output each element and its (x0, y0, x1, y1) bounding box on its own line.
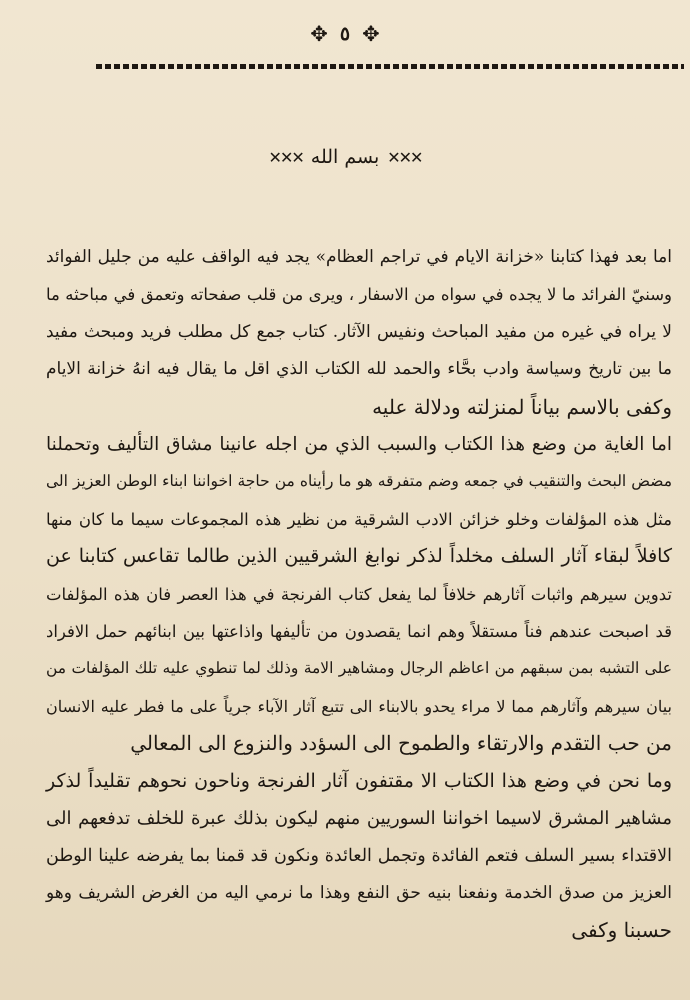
paragraph-3 (46, 763, 672, 950)
paragraph-1 (46, 239, 672, 426)
paragraph-line: وما نحن في وضع هذا الكتاب الا مقتفون آثار الفرنجة وناحون نحوهم تقليداً لذكر (46, 769, 672, 792)
basmala-ornament-left: ✕✕✕ (268, 147, 303, 167)
paragraph-line: اما بعد فهذا كتابنا «خزانة الايام في تراجم العظام» يجد فيه الواقف عليه من جليل الفوائد (46, 247, 672, 267)
page-header (0, 22, 690, 46)
paragraph-line: الاقتداء بسير السلف فتعم الفائدة وتجمل العائدة ونكون قد قمنا بما يفرضه علينا الوطن (46, 845, 672, 866)
paragraph-line: اما الغاية من وضع هذا الكتاب والسبب الذي من اجله عانينا مشاق التأليف وتحملنا (46, 434, 672, 456)
basmala-text: بسم الله (310, 146, 380, 168)
paragraph-line: العزيز من صدق الخدمة ونفعنا بنيه حق النفع وهذا ما نرمي اليه من الغرض الشريف وهو (46, 882, 672, 903)
paragraph-line: وكفى بالاسم بياناً لمنزلته ودلالة عليه (372, 394, 672, 419)
paragraph-line: تدوين سيرهم واثبات آثارهم خلافاً لما يفعل كتاب الفرنجة في هذا العصر فان هذه المؤلفات (46, 584, 672, 604)
paragraph-line: مثل هذه المؤلفات وخلو خزائن الادب الشرقية من نظير هذه المجموعات سيما ما كان منها (46, 509, 672, 529)
paragraph-line: لا يراه في غيره من مفيد المباحث ونفيس الآثار. كتاب جمع كل مطلب فريد ومبحث مفيد (46, 321, 673, 342)
paragraph-line: مضض البحث والتنقيب في جمعه وضم متفرقه هو ما رأيناه من حاجة اخواننا ابناء الوطن العزيز الى (46, 472, 672, 491)
body-text (46, 239, 672, 950)
header-ornament-right: ✥ (362, 22, 380, 46)
header-dashed-rule (96, 64, 684, 69)
header-ornament-left: ✥ (310, 22, 328, 46)
page-number: ٥ (339, 23, 351, 45)
paragraph-line: حسبنا وكفى (571, 918, 672, 943)
paragraph-2 (46, 426, 672, 763)
paragraph-line: على التشبه بمن سبقهم من اعاظم الرجال ومشاهير الامة وذلك لما تنطوي عليه تلك المؤلفات من (46, 659, 672, 678)
basmala-heading (0, 146, 690, 168)
paragraph-line: ما بين تاريخ وسياسة وادب بحَّاء والحمد لله الكتاب الذي اقل ما يقال فيه انهُ خزانة الايام (46, 359, 672, 380)
paragraph-line: من حب التقدم والارتقاء والطموح الى السؤدد والنزوع الى المعالي (130, 731, 672, 756)
paragraph-line: مشاهير المشرق لاسيما اخواننا السوريين منهم ليكون بذلك عبرة للخلف تدفعهم الى (46, 808, 672, 830)
paragraph-line: قد اصبحت عندهم فناً مستقلاً وهم انما يقصدون من تأليفها واذاعتها بين ابنائهم حمل الافراد (46, 622, 672, 642)
paragraph-line: بيان سيرهم وآثارهم مما لا مراء يحدو بالابناء الى تتبع آثار الآباء جرياً على ما فطر عليه الانسان (46, 696, 672, 716)
paragraph-line: وسنيّ الفرائد ما لا يجده في سواه من الاسفار ، ويرى من قلب صفحاته وتعمق في مباحثه ما (46, 285, 672, 305)
paragraph-line: كافلاً لبقاء آثار السلف مخلداً لذكر نوابغ الشرقيين الذين طالما تقاعس كتابنا عن (46, 545, 672, 568)
basmala-ornament-right: ✕✕✕ (387, 147, 422, 167)
